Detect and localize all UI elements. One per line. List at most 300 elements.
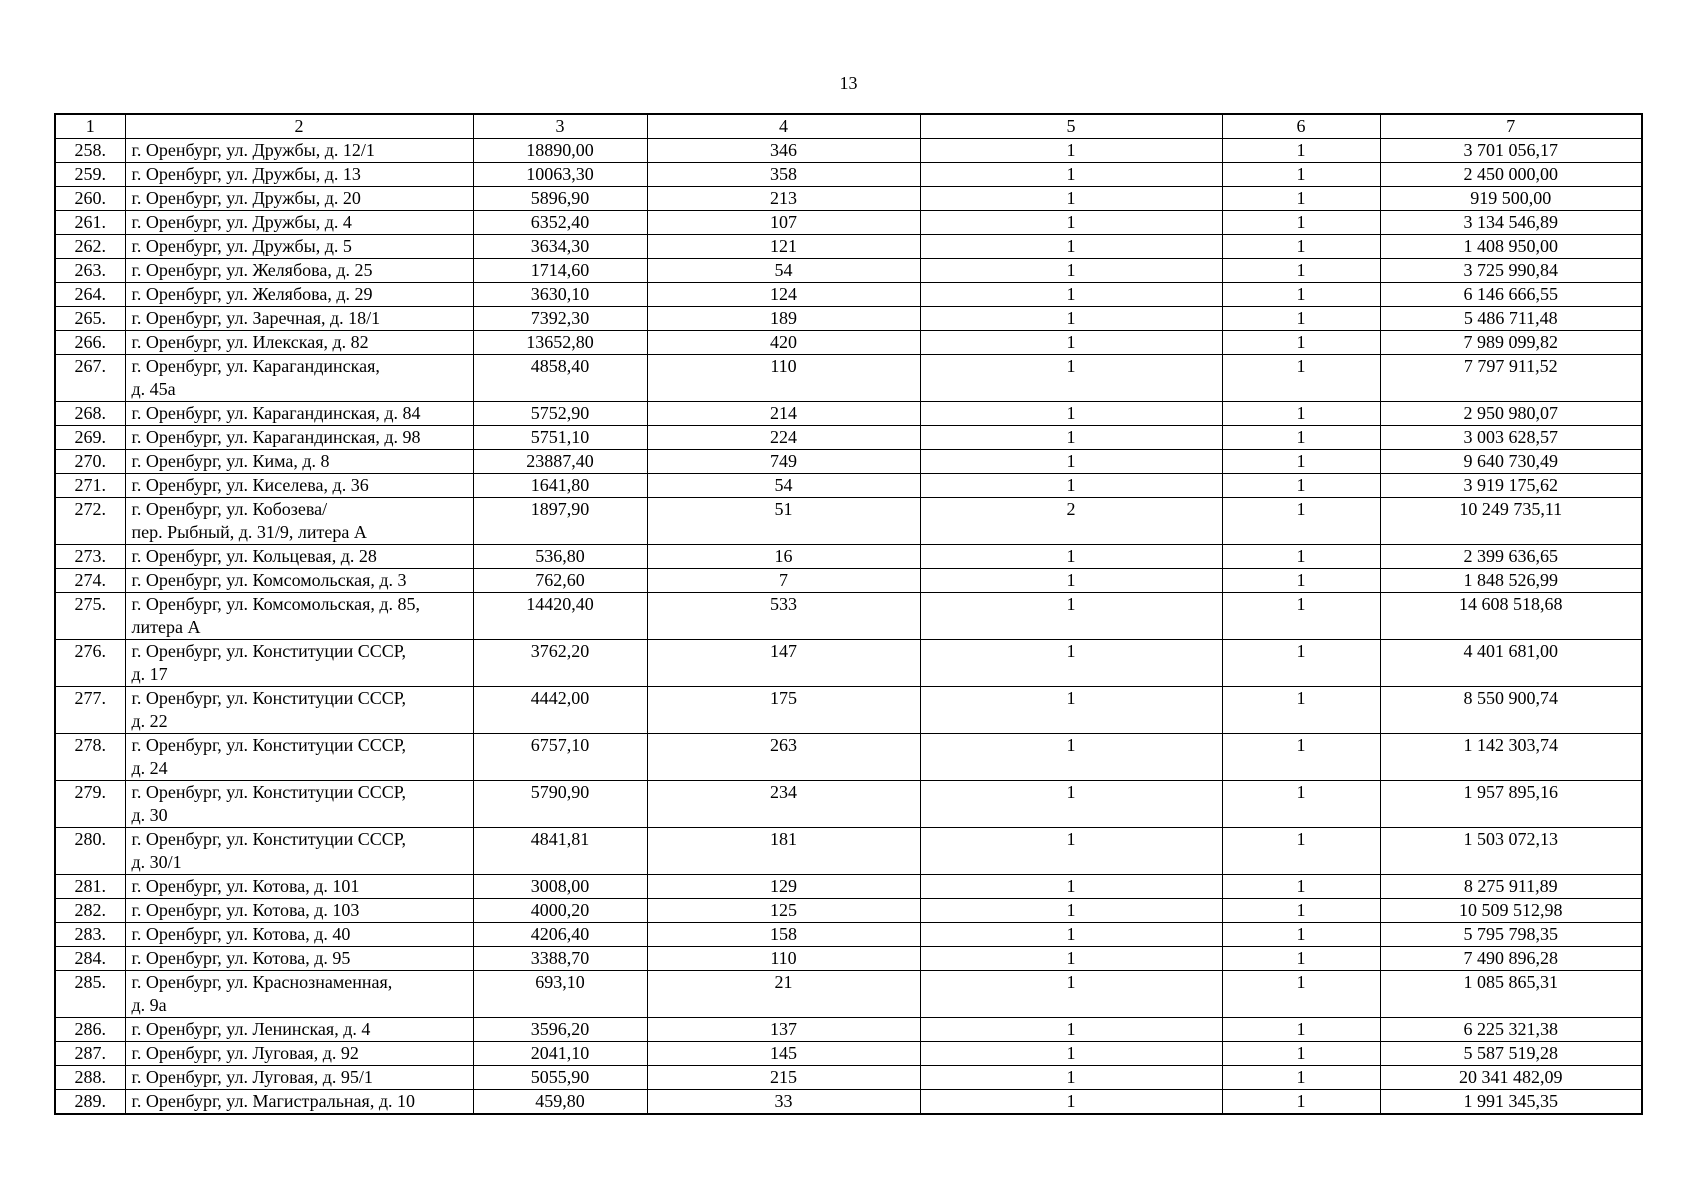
column-4-cell: 214: [647, 402, 920, 426]
address-cell: [125, 640, 473, 687]
column-5-cell: 1: [920, 307, 1222, 331]
column-4-cell: 51: [647, 498, 920, 545]
column-4-cell: 215: [647, 1066, 920, 1090]
column-3-cell: 4858,40: [473, 355, 647, 402]
column-6-cell: 1: [1222, 259, 1380, 283]
column-7-cell: 10 249 735,11: [1380, 498, 1642, 545]
column-5-cell: 1: [920, 1090, 1222, 1115]
column-5-cell: 1: [920, 355, 1222, 402]
column-3-cell: 459,80: [473, 1090, 647, 1115]
column-header: 6: [1222, 114, 1380, 139]
address-cell: [125, 947, 473, 971]
address-line: г. Оренбург, ул. Луговая, д. 92: [131, 1043, 359, 1063]
column-6-cell: 1: [1222, 1090, 1380, 1115]
address-line: г. Оренбург, ул. Котова, д. 40: [131, 924, 351, 944]
column-3-cell: 5751,10: [473, 426, 647, 450]
column-6-cell: 1: [1222, 450, 1380, 474]
row-number-cell: 288.: [55, 1066, 125, 1090]
column-5-cell: 1: [920, 947, 1222, 971]
row-number-cell: 286.: [55, 1018, 125, 1042]
table-row: [55, 331, 1642, 355]
column-4-cell: 189: [647, 307, 920, 331]
table-row: [55, 139, 1642, 163]
row-number-cell: 277.: [55, 687, 125, 734]
row-number-cell: 262.: [55, 235, 125, 259]
column-4-cell: 175: [647, 687, 920, 734]
column-header: 4: [647, 114, 920, 139]
column-3-cell: 6352,40: [473, 211, 647, 235]
column-7-cell: 5 587 519,28: [1380, 1042, 1642, 1066]
column-4-cell: 110: [647, 355, 920, 402]
column-6-cell: 1: [1222, 875, 1380, 899]
column-7-cell: 1 503 072,13: [1380, 828, 1642, 875]
table-row: [55, 687, 1642, 734]
address-line: г. Оренбург, ул. Комсомольская, д. 85,: [131, 594, 421, 614]
column-4-cell: 7: [647, 569, 920, 593]
column-6-cell: 1: [1222, 947, 1380, 971]
address-cell: [125, 545, 473, 569]
address-cell: [125, 1066, 473, 1090]
address-cell: [125, 498, 473, 545]
column-7-cell: 3 701 056,17: [1380, 139, 1642, 163]
address-cell: [125, 139, 473, 163]
column-header: 2: [125, 114, 473, 139]
column-7-cell: 2 450 000,00: [1380, 163, 1642, 187]
table-row: [55, 1042, 1642, 1066]
column-header: 7: [1380, 114, 1642, 139]
address-line: г. Оренбург, ул. Карагандинская, д. 84: [131, 403, 421, 423]
column-5-cell: 1: [920, 283, 1222, 307]
address-line: г. Оренбург, ул. Желябова, д. 25: [131, 260, 373, 280]
row-number-cell: 282.: [55, 899, 125, 923]
row-number-cell: 278.: [55, 734, 125, 781]
column-6-cell: 1: [1222, 734, 1380, 781]
row-number-cell: 285.: [55, 971, 125, 1018]
column-4-cell: 137: [647, 1018, 920, 1042]
table-row: [55, 593, 1642, 640]
column-5-cell: 2: [920, 498, 1222, 545]
table-row: [55, 498, 1642, 545]
column-7-cell: 3 725 990,84: [1380, 259, 1642, 283]
address-cell: [125, 426, 473, 450]
address-line: г. Оренбург, ул. Дружбы, д. 20: [131, 188, 361, 208]
column-3-cell: 23887,40: [473, 450, 647, 474]
column-7-cell: 5 486 711,48: [1380, 307, 1642, 331]
column-3-cell: 13652,80: [473, 331, 647, 355]
column-6-cell: 1: [1222, 781, 1380, 828]
table-row: [55, 211, 1642, 235]
address-cell: [125, 163, 473, 187]
column-5-cell: 1: [920, 734, 1222, 781]
row-number-cell: 287.: [55, 1042, 125, 1066]
table-row: [55, 781, 1642, 828]
column-6-cell: 1: [1222, 283, 1380, 307]
column-5-cell: 1: [920, 569, 1222, 593]
column-5-cell: 1: [920, 1018, 1222, 1042]
address-cell: [125, 734, 473, 781]
address-line: г. Оренбург, ул. Конституции СССР,: [131, 641, 407, 661]
column-6-cell: 1: [1222, 187, 1380, 211]
column-6-cell: 1: [1222, 569, 1380, 593]
column-6-cell: 1: [1222, 593, 1380, 640]
column-5-cell: 1: [920, 426, 1222, 450]
row-number-cell: 289.: [55, 1090, 125, 1115]
column-3-cell: 3634,30: [473, 235, 647, 259]
column-5-cell: 1: [920, 593, 1222, 640]
column-5-cell: 1: [920, 187, 1222, 211]
column-6-cell: 1: [1222, 211, 1380, 235]
column-5-cell: 1: [920, 474, 1222, 498]
table-row: [55, 569, 1642, 593]
column-5-cell: 1: [920, 923, 1222, 947]
column-7-cell: 5 795 798,35: [1380, 923, 1642, 947]
column-6-cell: 1: [1222, 355, 1380, 402]
address-line: д. 30: [131, 805, 168, 825]
row-number-cell: 284.: [55, 947, 125, 971]
table-body: [55, 139, 1642, 1115]
table-row: [55, 971, 1642, 1018]
address-line: г. Оренбург, ул. Комсомольская, д. 3: [131, 570, 407, 590]
address-cell: [125, 593, 473, 640]
column-4-cell: 420: [647, 331, 920, 355]
row-number-cell: 271.: [55, 474, 125, 498]
column-3-cell: 1641,80: [473, 474, 647, 498]
column-7-cell: 7 797 911,52: [1380, 355, 1642, 402]
column-3-cell: 5896,90: [473, 187, 647, 211]
address-line: г. Оренбург, ул. Илекская, д. 82: [131, 332, 369, 352]
column-7-cell: 20 341 482,09: [1380, 1066, 1642, 1090]
table-row: [55, 899, 1642, 923]
column-7-cell: 4 401 681,00: [1380, 640, 1642, 687]
row-number-cell: 266.: [55, 331, 125, 355]
table-row: [55, 426, 1642, 450]
column-6-cell: 1: [1222, 474, 1380, 498]
column-5-cell: 1: [920, 235, 1222, 259]
table-row: [55, 1090, 1642, 1115]
column-7-cell: 2 950 980,07: [1380, 402, 1642, 426]
column-7-cell: 1 142 303,74: [1380, 734, 1642, 781]
table-row: [55, 828, 1642, 875]
column-6-cell: 1: [1222, 307, 1380, 331]
column-5-cell: 1: [920, 1042, 1222, 1066]
column-number-header: [55, 114, 1642, 139]
address-line: г. Оренбург, ул. Киселева, д. 36: [131, 475, 369, 495]
address-cell: [125, 899, 473, 923]
column-4-cell: 16: [647, 545, 920, 569]
column-7-cell: 7 989 099,82: [1380, 331, 1642, 355]
column-3-cell: 10063,30: [473, 163, 647, 187]
address-line: г. Оренбург, ул. Дружбы, д. 4: [131, 212, 352, 232]
address-cell: [125, 1018, 473, 1042]
address-line: г. Оренбург, ул. Конституции СССР,: [131, 782, 407, 802]
table-row: [55, 474, 1642, 498]
column-5-cell: 1: [920, 971, 1222, 1018]
column-4-cell: 107: [647, 211, 920, 235]
address-cell: [125, 259, 473, 283]
column-7-cell: 1 991 345,35: [1380, 1090, 1642, 1115]
column-7-cell: 1 408 950,00: [1380, 235, 1642, 259]
address-cell: [125, 450, 473, 474]
address-line: г. Оренбург, ул. Кима, д. 8: [131, 451, 330, 471]
table-row: [55, 734, 1642, 781]
column-4-cell: 181: [647, 828, 920, 875]
address-cell: [125, 828, 473, 875]
column-6-cell: 1: [1222, 545, 1380, 569]
address-cell: [125, 971, 473, 1018]
address-line: г. Оренбург, ул. Конституции СССР,: [131, 688, 407, 708]
address-cell: [125, 235, 473, 259]
column-7-cell: 8 550 900,74: [1380, 687, 1642, 734]
column-6-cell: 1: [1222, 426, 1380, 450]
row-number-cell: 258.: [55, 139, 125, 163]
column-3-cell: 2041,10: [473, 1042, 647, 1066]
register-table: [54, 113, 1643, 1115]
address-line: г. Оренбург, ул. Луговая, д. 95/1: [131, 1067, 373, 1087]
address-line: д. 22: [131, 711, 168, 731]
column-5-cell: 1: [920, 875, 1222, 899]
column-4-cell: 158: [647, 923, 920, 947]
address-line: г. Оренбург, ул. Карагандинская,: [131, 356, 380, 376]
column-7-cell: 6 225 321,38: [1380, 1018, 1642, 1042]
column-3-cell: 6757,10: [473, 734, 647, 781]
address-line: д. 45а: [131, 379, 176, 399]
column-7-cell: 7 490 896,28: [1380, 947, 1642, 971]
column-5-cell: 1: [920, 139, 1222, 163]
column-7-cell: 3 919 175,62: [1380, 474, 1642, 498]
table-row: [55, 283, 1642, 307]
column-3-cell: 3008,00: [473, 875, 647, 899]
column-6-cell: 1: [1222, 971, 1380, 1018]
row-number-cell: 269.: [55, 426, 125, 450]
column-7-cell: 9 640 730,49: [1380, 450, 1642, 474]
address-cell: [125, 474, 473, 498]
row-number-cell: 267.: [55, 355, 125, 402]
column-4-cell: 145: [647, 1042, 920, 1066]
page-number: 13: [839, 73, 858, 93]
column-3-cell: 18890,00: [473, 139, 647, 163]
address-cell: [125, 355, 473, 402]
address-cell: [125, 307, 473, 331]
column-4-cell: 54: [647, 259, 920, 283]
column-7-cell: 1 957 895,16: [1380, 781, 1642, 828]
column-5-cell: 1: [920, 687, 1222, 734]
row-number-cell: 260.: [55, 187, 125, 211]
address-line: г. Оренбург, ул. Котова, д. 101: [131, 876, 360, 896]
column-3-cell: 14420,40: [473, 593, 647, 640]
column-5-cell: 1: [920, 828, 1222, 875]
address-line: д. 24: [131, 758, 168, 778]
column-4-cell: 213: [647, 187, 920, 211]
column-4-cell: 110: [647, 947, 920, 971]
column-5-cell: 1: [920, 163, 1222, 187]
column-3-cell: 5752,90: [473, 402, 647, 426]
address-cell: [125, 923, 473, 947]
address-cell: [125, 211, 473, 235]
column-5-cell: 1: [920, 545, 1222, 569]
address-cell: [125, 1042, 473, 1066]
column-6-cell: 1: [1222, 163, 1380, 187]
column-7-cell: 10 509 512,98: [1380, 899, 1642, 923]
row-number-cell: 264.: [55, 283, 125, 307]
column-4-cell: 224: [647, 426, 920, 450]
address-cell: [125, 283, 473, 307]
address-line: г. Оренбург, ул. Конституции СССР,: [131, 735, 407, 755]
address-cell: [125, 781, 473, 828]
column-7-cell: 8 275 911,89: [1380, 875, 1642, 899]
address-cell: [125, 687, 473, 734]
column-6-cell: 1: [1222, 402, 1380, 426]
column-5-cell: 1: [920, 1066, 1222, 1090]
column-5-cell: 1: [920, 211, 1222, 235]
column-header: 5: [920, 114, 1222, 139]
column-6-cell: 1: [1222, 899, 1380, 923]
column-6-cell: 1: [1222, 828, 1380, 875]
column-5-cell: 1: [920, 331, 1222, 355]
column-5-cell: 1: [920, 259, 1222, 283]
column-4-cell: 533: [647, 593, 920, 640]
address-cell: [125, 402, 473, 426]
address-line: д. 9а: [131, 995, 167, 1015]
row-number-cell: 273.: [55, 545, 125, 569]
table-row: [55, 259, 1642, 283]
column-3-cell: 5790,90: [473, 781, 647, 828]
address-line: г. Оренбург, ул. Желябова, д. 29: [131, 284, 373, 304]
column-3-cell: 4841,81: [473, 828, 647, 875]
row-number-cell: 275.: [55, 593, 125, 640]
column-4-cell: 346: [647, 139, 920, 163]
address-line: пер. Рыбный, д. 31/9, литера А: [131, 522, 367, 542]
address-line: д. 17: [131, 664, 168, 684]
column-6-cell: 1: [1222, 1042, 1380, 1066]
address-line: г. Оренбург, ул. Кобозева/: [131, 499, 328, 519]
table-row: [55, 875, 1642, 899]
column-6-cell: 1: [1222, 235, 1380, 259]
address-line: г. Оренбург, ул. Магистральная, д. 10: [131, 1091, 415, 1111]
row-number-cell: 270.: [55, 450, 125, 474]
column-3-cell: 1897,90: [473, 498, 647, 545]
column-7-cell: 2 399 636,65: [1380, 545, 1642, 569]
column-header: 3: [473, 114, 647, 139]
column-4-cell: 124: [647, 283, 920, 307]
column-3-cell: 4206,40: [473, 923, 647, 947]
address-line: г. Оренбург, ул. Конституции СССР,: [131, 829, 407, 849]
column-3-cell: 3596,20: [473, 1018, 647, 1042]
row-number-cell: 261.: [55, 211, 125, 235]
column-3-cell: 4442,00: [473, 687, 647, 734]
row-number-cell: 268.: [55, 402, 125, 426]
address-cell: [125, 1090, 473, 1115]
address-line: г. Оренбург, ул. Карагандинская, д. 98: [131, 427, 421, 447]
table-row: [55, 450, 1642, 474]
row-number-cell: 265.: [55, 307, 125, 331]
column-7-cell: 14 608 518,68: [1380, 593, 1642, 640]
address-line: г. Оренбург, ул. Котова, д. 103: [131, 900, 360, 920]
address-line: г. Оренбург, ул. Дружбы, д. 5: [131, 236, 352, 256]
column-6-cell: 1: [1222, 923, 1380, 947]
column-header: 1: [55, 114, 125, 139]
column-4-cell: 21: [647, 971, 920, 1018]
column-4-cell: 263: [647, 734, 920, 781]
table-row: [55, 307, 1642, 331]
column-7-cell: 6 146 666,55: [1380, 283, 1642, 307]
column-3-cell: 693,10: [473, 971, 647, 1018]
column-4-cell: 121: [647, 235, 920, 259]
column-4-cell: 125: [647, 899, 920, 923]
row-number-cell: 281.: [55, 875, 125, 899]
column-5-cell: 1: [920, 450, 1222, 474]
column-4-cell: 147: [647, 640, 920, 687]
table-row: [55, 163, 1642, 187]
column-3-cell: 3630,10: [473, 283, 647, 307]
column-5-cell: 1: [920, 640, 1222, 687]
column-6-cell: 1: [1222, 331, 1380, 355]
column-6-cell: 1: [1222, 640, 1380, 687]
column-3-cell: 3762,20: [473, 640, 647, 687]
table-row: [55, 235, 1642, 259]
column-3-cell: 5055,90: [473, 1066, 647, 1090]
table-row: [55, 402, 1642, 426]
address-line: г. Оренбург, ул. Заречная, д. 18/1: [131, 308, 381, 328]
column-3-cell: 3388,70: [473, 947, 647, 971]
row-number-cell: 272.: [55, 498, 125, 545]
table-row: [55, 187, 1642, 211]
address-cell: [125, 569, 473, 593]
table-row: [55, 545, 1642, 569]
table-row: [55, 355, 1642, 402]
address-line: д. 30/1: [131, 852, 182, 872]
column-6-cell: 1: [1222, 1066, 1380, 1090]
column-7-cell: 3 003 628,57: [1380, 426, 1642, 450]
row-number-cell: 274.: [55, 569, 125, 593]
column-6-cell: 1: [1222, 498, 1380, 545]
address-line: литера А: [131, 617, 201, 637]
column-3-cell: 4000,20: [473, 899, 647, 923]
address-cell: [125, 875, 473, 899]
column-5-cell: 1: [920, 899, 1222, 923]
column-4-cell: 129: [647, 875, 920, 899]
table-row: [55, 947, 1642, 971]
column-7-cell: 1 848 526,99: [1380, 569, 1642, 593]
address-cell: [125, 187, 473, 211]
table-row: [55, 1018, 1642, 1042]
address-line: г. Оренбург, ул. Краснознаменная,: [131, 972, 393, 992]
column-7-cell: 1 085 865,31: [1380, 971, 1642, 1018]
table-row: [55, 640, 1642, 687]
column-4-cell: 358: [647, 163, 920, 187]
row-number-cell: 283.: [55, 923, 125, 947]
row-number-cell: 280.: [55, 828, 125, 875]
address-line: г. Оренбург, ул. Кольцевая, д. 28: [131, 546, 377, 566]
column-7-cell: 919 500,00: [1380, 187, 1642, 211]
column-3-cell: 1714,60: [473, 259, 647, 283]
address-line: г. Оренбург, ул. Ленинская, д. 4: [131, 1019, 371, 1039]
column-4-cell: 54: [647, 474, 920, 498]
column-4-cell: 33: [647, 1090, 920, 1115]
column-4-cell: 234: [647, 781, 920, 828]
table-row: [55, 923, 1642, 947]
column-6-cell: 1: [1222, 1018, 1380, 1042]
column-5-cell: 1: [920, 781, 1222, 828]
row-number-cell: 276.: [55, 640, 125, 687]
column-6-cell: 1: [1222, 687, 1380, 734]
row-number-cell: 279.: [55, 781, 125, 828]
address-cell: [125, 331, 473, 355]
column-6-cell: 1: [1222, 139, 1380, 163]
column-3-cell: 762,60: [473, 569, 647, 593]
column-5-cell: 1: [920, 402, 1222, 426]
column-7-cell: 3 134 546,89: [1380, 211, 1642, 235]
table-row: [55, 1066, 1642, 1090]
